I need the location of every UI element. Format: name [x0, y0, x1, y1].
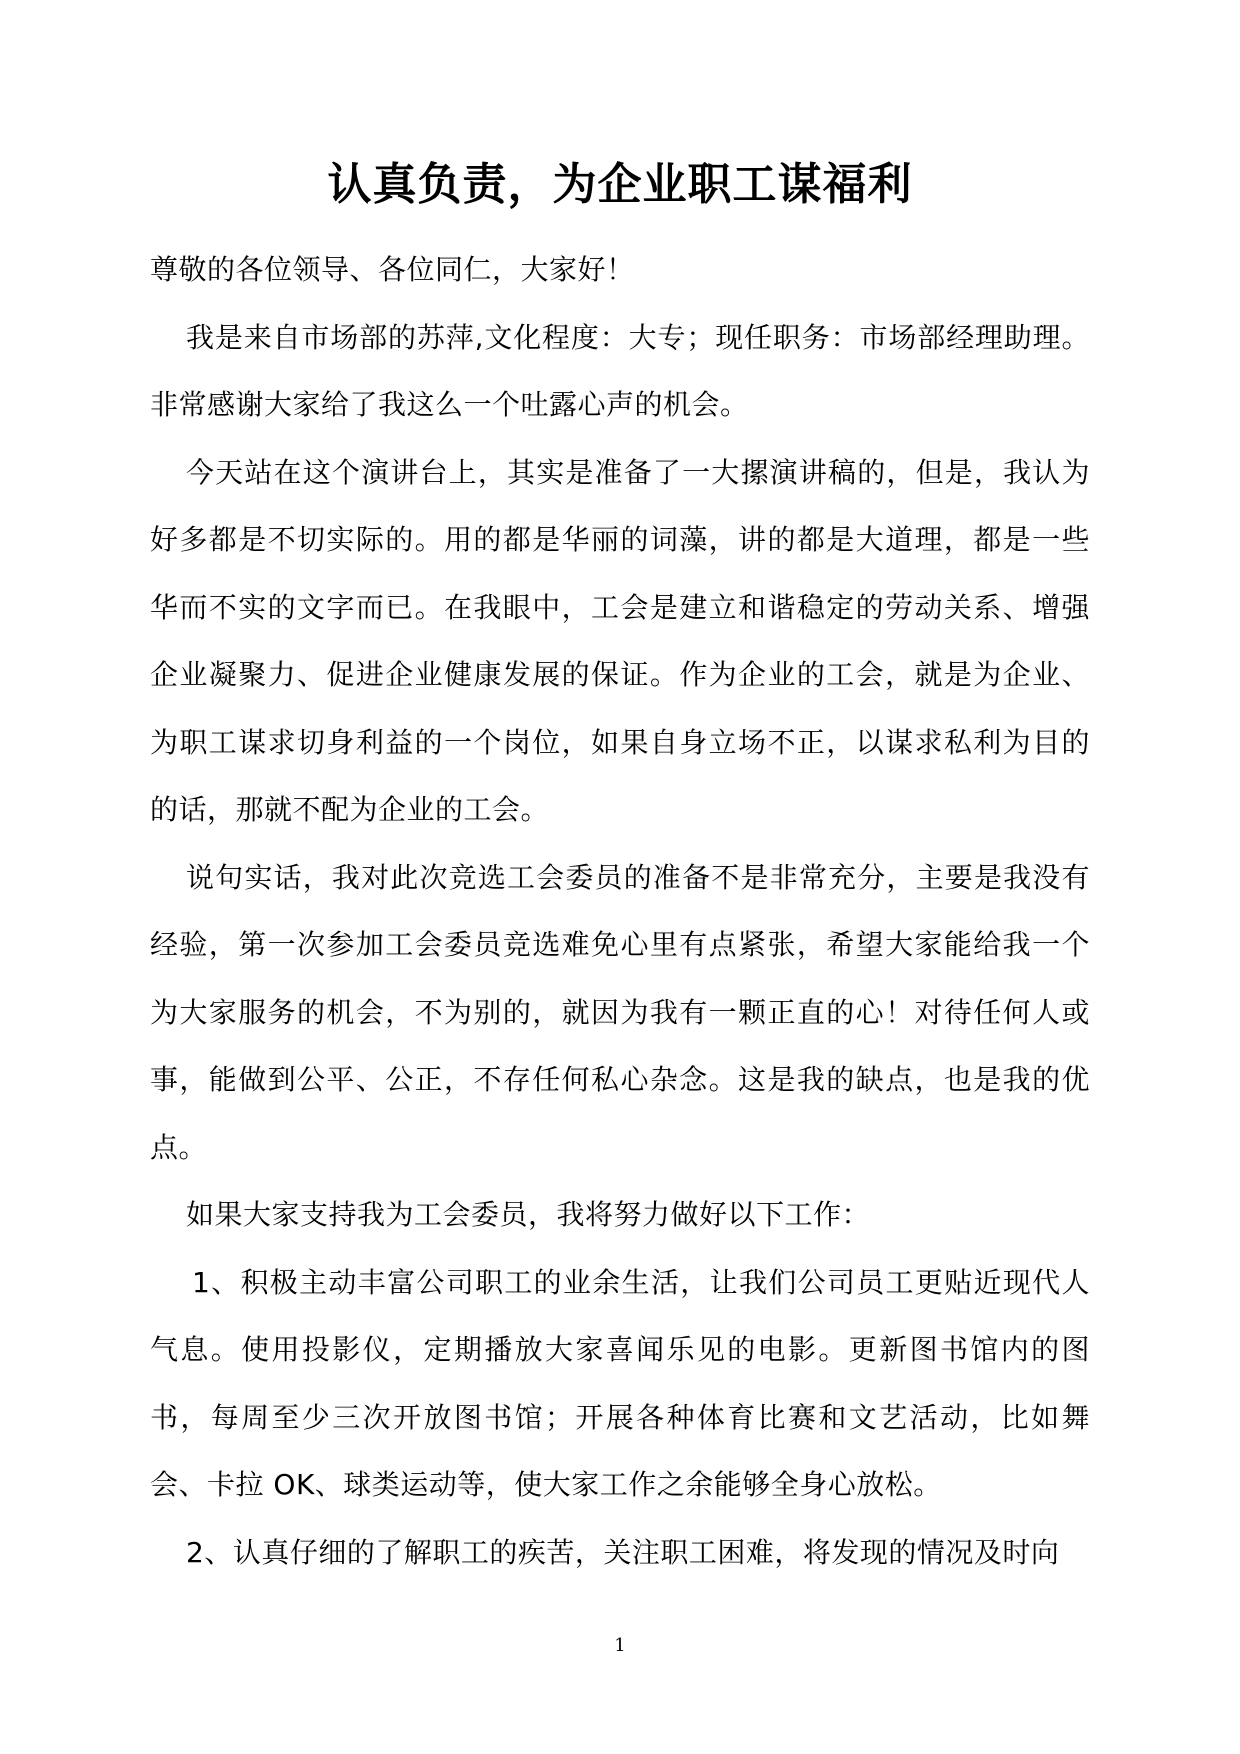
paragraph-plan-item-1: 1、积极主动丰富公司职工的业余生活，让我们公司员工更贴近现代人气息。使用投影仪，定期播放大家喜闻乐见的电影。更新图书馆内的图书，每周至少三次开放图书馆；开展各种体育比赛和文艺活动，比如舞会、卡拉 OK、球类运动等，使大家工作之余能够全身心放松。: [150, 1265, 1090, 1501]
document-title: 认真负责，为企业职工谋福利: [327, 159, 913, 210]
paragraph-work-plan-intro: 如果大家支持我为工会委员，我将努力做好以下工作：: [186, 1198, 871, 1231]
paragraph-greeting: 尊敬的各位领导、各位同仁，大家好！: [150, 253, 635, 286]
paragraph-plan-item-2: 2、认真仔细的了解职工的疾苦，关注职工困难，将发现的情况及时向: [186, 1535, 1060, 1569]
paragraph-introduction: 我是来自市场部的苏萍,文化程度：大专；现任职务：市场部经理助理。非常感谢大家给了我这么一个吐露心声的机会。: [150, 320, 1090, 421]
paragraph-candidacy: 说句实话，我对此次竞选工会委员的准备不是非常充分，主要是我没有经验，第一次参加工会委员竞选难免心里有点紧张，希望大家能给我一个为大家服务的机会，不为别的，就因为我有一颗正直的心！对待任何人或事，能做到公平、公正，不存任何私心杂念。这是我的缺点，也是我的优点。: [150, 860, 1090, 1164]
paragraph-union-view: 今天站在这个演讲台上，其实是准备了一大摞演讲稿的，但是，我认为好多都是不切实际的。用的都是华丽的词藻，讲的都是大道理，都是一些华而不实的文字而已。在我眼中，工会是建立和谐稳定的劳动关系、增强企业凝聚力、促进企业健康发展的保证。作为企业的工会，就是为企业、为职工谋求切身利益的一个岗位，如果自身立场不正，以谋求私利为目的的话，那就不配为企业的工会。: [150, 455, 1090, 826]
document-body: [150, 236, 1090, 1586]
page-number: 1: [614, 1635, 626, 1656]
